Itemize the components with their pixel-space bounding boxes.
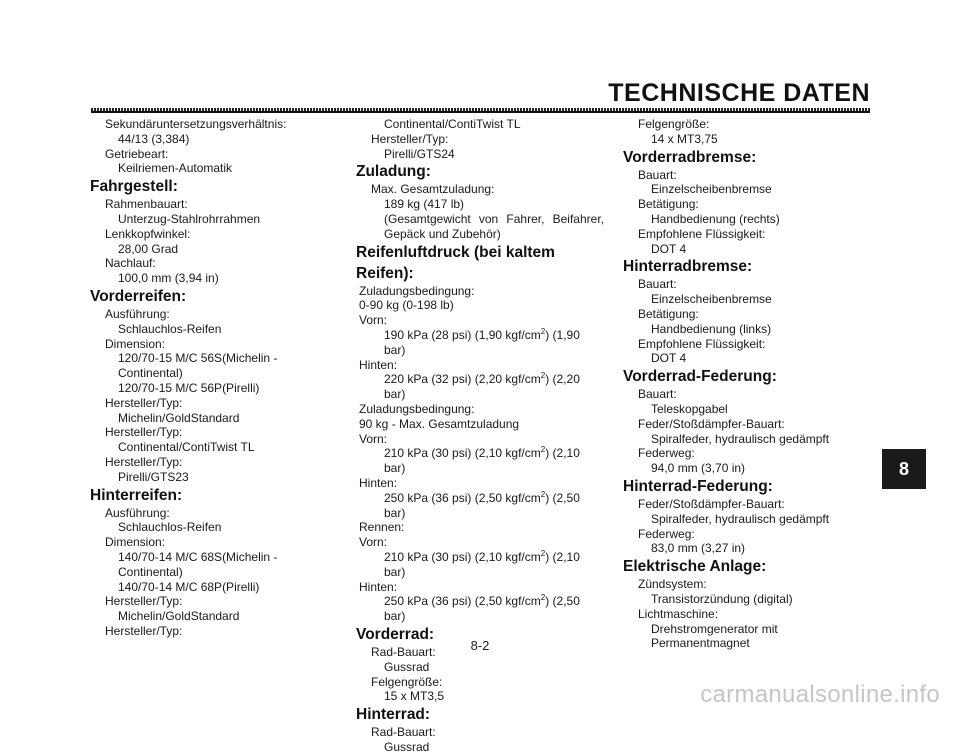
spec-value: Transistorzündung (digital) <box>651 591 793 606</box>
spec-value: 28,00 Grad <box>118 241 179 256</box>
spec-value: 15 x MT3,5 <box>384 689 445 704</box>
spec-value: Handbedienung (rechts) <box>651 211 780 226</box>
spec-label: Zuladungsbedingung: <box>359 401 475 416</box>
spec-value: 120/70-15 M/C 56S(Michelin - <box>118 351 278 366</box>
spec-label: Federweg: <box>638 446 695 461</box>
superscript: 2 <box>540 371 546 381</box>
spec-value: Schlauchlos-Reifen <box>118 520 222 535</box>
spec-value: Pirelli/GTS24 <box>384 146 455 161</box>
spec-label: Betätigung: <box>638 197 699 212</box>
spec-value: Einzelscheibenbremse <box>651 182 772 197</box>
spec-value: Michelin/GoldStandard <box>118 609 240 624</box>
spec-value: Unterzug-Stahlrohrrahmen <box>118 211 261 226</box>
pressure-value <box>356 491 604 521</box>
pressure-text: 250 kPa (36 psi) (2,50 kgf/cm <box>384 594 541 609</box>
spec-label: Rad-Bauart: <box>371 725 436 740</box>
pressure-text: 190 kPa (28 psi) (1,90 kgf/cm <box>384 327 541 342</box>
superscript: 2 <box>540 326 546 336</box>
spec-value: Teleskopgabel <box>651 401 728 416</box>
spec-label: Lichtmaschine: <box>638 606 719 621</box>
page-number: 8-2 <box>470 638 490 653</box>
spec-label: Zündsystem: <box>638 577 707 592</box>
spec-value: 140/70-14 M/C 68S(Michelin - <box>118 549 278 564</box>
pressure-text: 210 kPa (30 psi) (2,10 kgf/cm <box>384 549 541 564</box>
spec-label: Hersteller/Typ: <box>105 454 183 469</box>
spec-label: Lenkkopfwinkel: <box>105 226 191 241</box>
spec-value: Gepäck und Zubehör) <box>384 226 501 241</box>
spec-value: 44/13 (3,384) <box>118 131 190 146</box>
page-title: TECHNISCHE DATEN <box>608 79 870 107</box>
spec-label: Vorn: <box>359 431 388 446</box>
column-1 <box>90 117 330 639</box>
spec-label: 90 kg - Max. Gesamtzuladung <box>359 416 520 431</box>
superscript: 2 <box>540 548 546 558</box>
spec-label: Hinten: <box>359 475 398 490</box>
section-heading-vorderrad-federung: Vorderrad-Federung: <box>623 368 777 386</box>
section-heading-vorderradbremse: Vorderradbremse: <box>623 148 757 166</box>
spec-value: Drehstromgenerator mit <box>651 621 778 636</box>
spec-value: Michelin/GoldStandard <box>118 410 240 425</box>
spec-label: Hinten: <box>359 579 398 594</box>
spec-value: 189 kg (417 lb) <box>384 197 465 212</box>
spec-value: 140/70-14 M/C 68P(Pirelli) <box>118 579 260 594</box>
spec-label: Rennen: <box>359 520 405 535</box>
spec-value: DOT 4 <box>651 241 687 256</box>
spec-label: Empfohlene Flüssigkeit: <box>638 336 766 351</box>
spec-value: Spiralfeder, hydraulisch gedämpft <box>651 431 830 446</box>
spec-label: Hersteller/Typ: <box>105 425 183 440</box>
spec-value: (Gesamtgewicht von Fahrer, Beifahrer, <box>384 211 604 226</box>
section-heading-zuladung: Zuladung: <box>356 163 431 181</box>
spec-label: Hersteller/Typ: <box>105 623 183 638</box>
spec-label: Hersteller/Typ: <box>371 131 449 146</box>
header-rule <box>91 108 870 113</box>
spec-label: Feder/Stoßdämpfer-Bauart: <box>638 496 785 511</box>
spec-value: Continental/ContiTwist TL <box>384 117 521 131</box>
spec-value: Schlauchlos-Reifen <box>118 321 222 336</box>
spec-value: Gussrad <box>384 659 430 674</box>
section-heading-hinterrad: Hinterrad: <box>356 706 431 724</box>
spec-value: Permanentmagnet <box>651 636 750 651</box>
spec-label: Empfohlene Flüssigkeit: <box>638 226 766 241</box>
section-heading-hinterreifen: Hinterreifen: <box>90 486 183 504</box>
pressure-value <box>356 328 604 358</box>
superscript: 2 <box>540 593 546 603</box>
spec-label: Dimension: <box>105 535 166 550</box>
spec-value: Continental) <box>118 564 183 579</box>
spec-label: Zuladungsbedingung: <box>359 283 475 298</box>
spec-value: 14 x MT3,75 <box>651 131 718 146</box>
spec-label: Max. Gesamtzuladung: <box>371 182 495 197</box>
spec-label: Hersteller/Typ: <box>105 395 183 410</box>
pressure-text: 250 kPa (36 psi) (2,50 kgf/cm <box>384 490 541 505</box>
spec-label: Ausführung: <box>105 505 170 520</box>
spec-label: Vorn: <box>359 313 388 328</box>
spec-value: Spiralfeder, hydraulisch gedämpft <box>651 511 830 526</box>
section-heading-reifenluftdruck: Reifenluftdruck (bei kaltem Reifen): <box>356 243 555 282</box>
spec-value: Continental) <box>118 366 183 381</box>
spec-label: Bauart: <box>638 387 677 402</box>
spec-label: Dimension: <box>105 336 166 351</box>
spec-value: 100,0 mm (3,94 in) <box>118 271 219 286</box>
section-heading-hinterradbremse: Hinterradbremse: <box>623 258 753 276</box>
spec-value: Keilriemen-Automatik <box>118 161 233 176</box>
chapter-tab: 8 <box>882 449 926 489</box>
spec-label: Ausführung: <box>105 306 170 321</box>
pressure-text: 210 kPa (30 psi) (2,10 kgf/cm <box>384 446 541 461</box>
pressure-text: 220 kPa (32 psi) (2,20 kgf/cm <box>384 372 541 387</box>
spec-label: Bauart: <box>638 167 677 182</box>
section-heading-vorderreifen: Vorderreifen: <box>90 287 187 305</box>
spec-label: Nachlauf: <box>105 256 156 271</box>
superscript: 2 <box>540 489 546 499</box>
section-heading-fahrgestell: Fahrgestell: <box>90 178 178 196</box>
spec-label: Felgengröße: <box>638 117 710 131</box>
superscript: 2 <box>540 445 546 455</box>
spec-value: Handbedienung (links) <box>651 321 772 336</box>
spec-label: Rad-Bauart: <box>371 644 436 659</box>
spec-value: DOT 4 <box>651 351 687 366</box>
pressure-value <box>356 594 604 624</box>
spec-label: Getriebeart: <box>105 146 169 161</box>
pressure-text: ) (2,50 bar) <box>384 594 580 624</box>
spec-label: Feder/Stoßdämpfer-Bauart: <box>638 416 785 431</box>
spec-value: Continental/ContiTwist TL <box>118 440 255 455</box>
spec-label: Bauart: <box>638 277 677 292</box>
column-3 <box>623 117 868 651</box>
pressure-value <box>356 446 604 476</box>
spec-label: Vorn: <box>359 535 388 550</box>
section-heading-elektrische-anlage: Elektrische Anlage: <box>623 558 767 576</box>
pressure-text: ) (1,90 bar) <box>384 327 580 357</box>
spec-label: Hersteller/Typ: <box>105 594 183 609</box>
pressure-text: ) (2,10 bar) <box>384 549 580 579</box>
spec-value: 83,0 mm (3,27 in) <box>651 541 746 556</box>
spec-value: Pirelli/GTS23 <box>118 469 189 484</box>
column-2 <box>356 117 604 755</box>
spec-value: Gussrad <box>384 739 430 754</box>
spec-label: Betätigung: <box>638 306 699 321</box>
spec-label: Hinten: <box>359 357 398 372</box>
spec-value: 94,0 mm (3,70 in) <box>651 461 746 476</box>
pressure-value <box>356 372 604 402</box>
spec-value: 120/70-15 M/C 56P(Pirelli) <box>118 380 260 395</box>
spec-label: Sekundäruntersetzungsverhältnis: <box>105 117 287 131</box>
pressure-text: ) (2,10 bar) <box>384 446 580 476</box>
pressure-text: ) (2,20 bar) <box>384 372 580 402</box>
spec-label: Federweg: <box>638 526 695 541</box>
section-heading-hinterrad-federung: Hinterrad-Federung: <box>623 477 773 495</box>
watermark: carmanualsonline.info <box>700 681 940 708</box>
spec-label: Rahmenbauart: <box>105 197 188 212</box>
pressure-value <box>356 550 604 580</box>
pressure-text: ) (2,50 bar) <box>384 490 580 520</box>
spec-label: Felgengröße: <box>371 674 443 689</box>
spec-label: 0-90 kg (0-198 lb) <box>359 298 454 313</box>
spec-value: Einzelscheibenbremse <box>651 292 772 307</box>
section-heading-vorderrad: Vorderrad: <box>356 625 435 643</box>
